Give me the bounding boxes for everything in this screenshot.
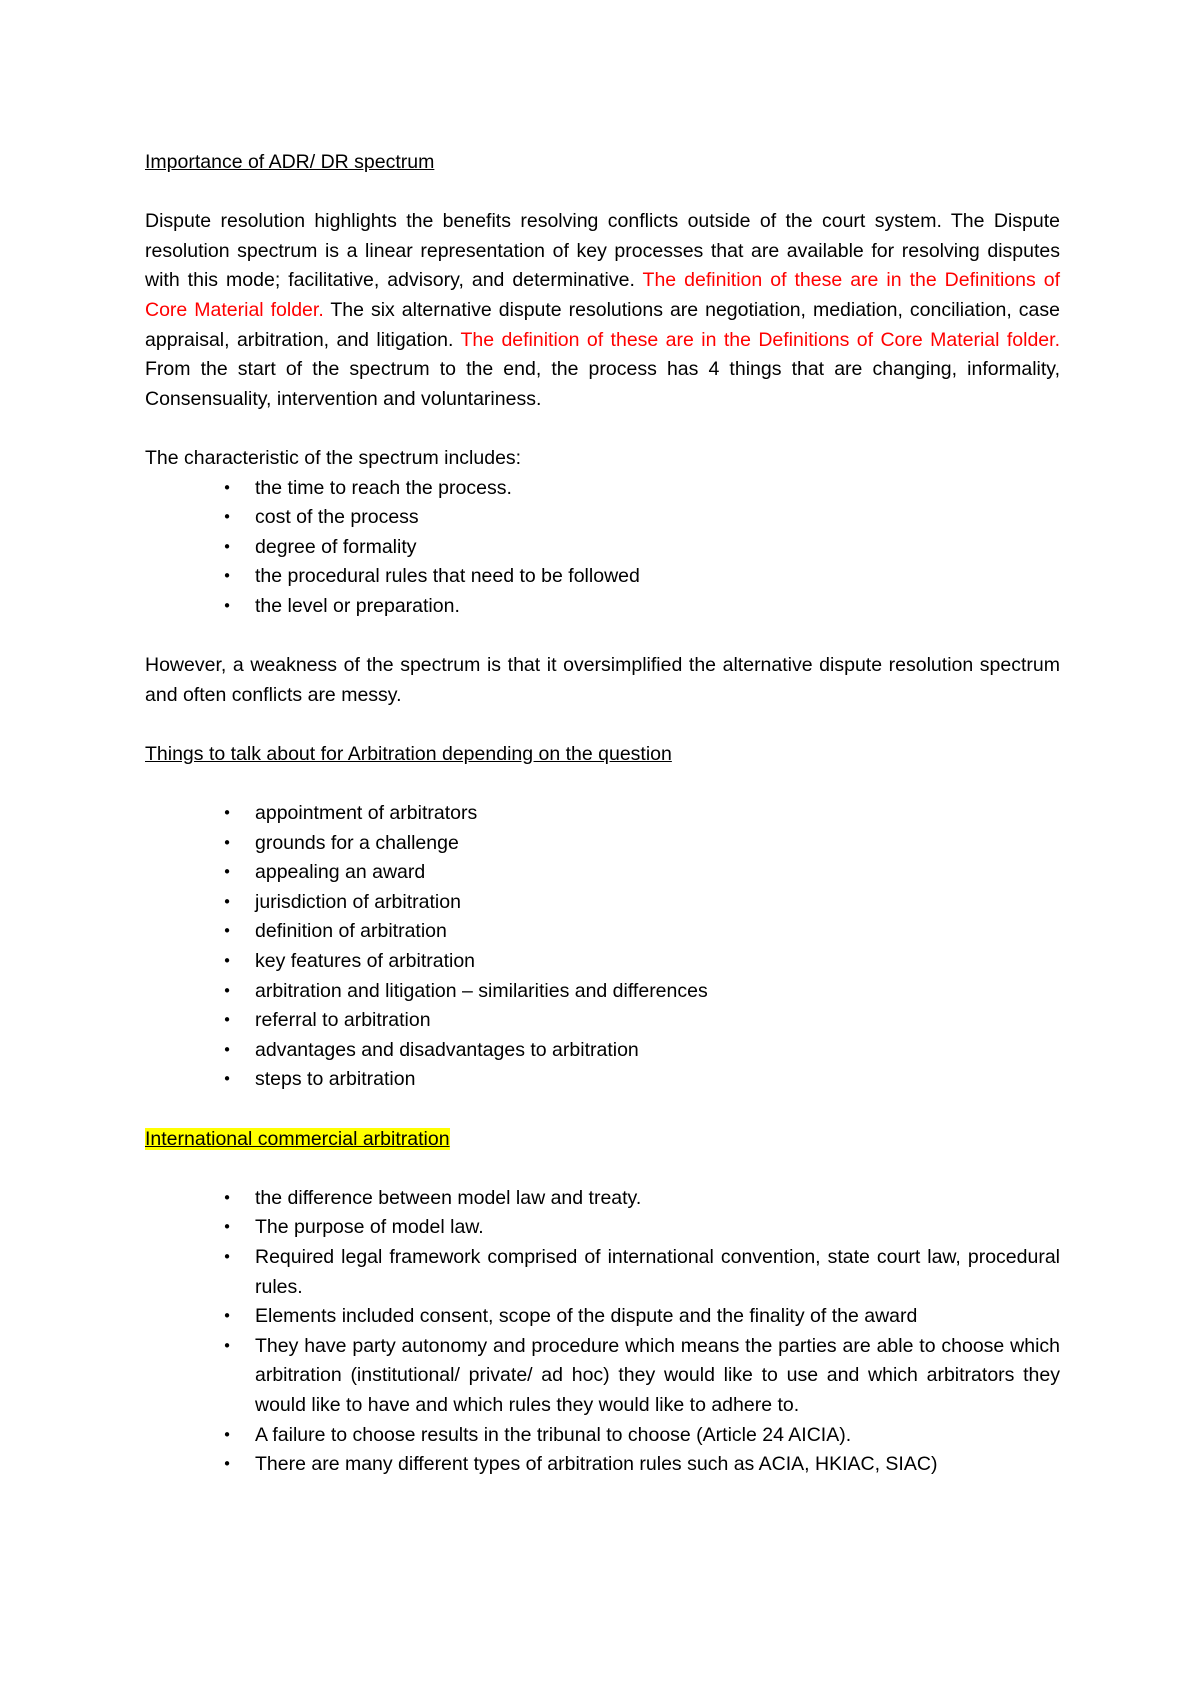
- bullet-icon: •: [222, 804, 232, 823]
- list-item: • There are many different types of arbitration rules such as ACIA, HKIAC, SIAC): [145, 1450, 1060, 1480]
- bullet-icon: •: [222, 1188, 232, 1207]
- spacer: [145, 1095, 1060, 1125]
- bullet-icon: •: [222, 567, 232, 586]
- bullet-icon: •: [222, 1218, 232, 1237]
- bullet-icon: •: [222, 478, 232, 497]
- list-item: • advantages and disadvantages to arbitration: [145, 1036, 1060, 1066]
- definition-note-red: The definition of these are in the Definitions of Core Material folder.: [460, 328, 1060, 351]
- bullet-icon: •: [222, 596, 232, 615]
- bullet-icon: •: [222, 863, 232, 882]
- list-item: • steps to arbitration: [145, 1065, 1060, 1095]
- list-item: • appealing an award: [145, 858, 1060, 888]
- list-item: • arbitration and litigation – similarities and differences: [145, 977, 1060, 1007]
- spacer: [145, 769, 1060, 799]
- list-item: • cost of the process: [145, 503, 1060, 533]
- bullet-icon: •: [222, 922, 232, 941]
- section2-heading: Things to talk about for Arbitration depending on the question: [145, 742, 672, 765]
- spacer: [145, 414, 1060, 444]
- paragraph-text: The six alternative dispute resolutions are negotiation, mediation, conciliation, case appraisal, arbitration, and litigation.: [145, 298, 1060, 351]
- bullet-icon: •: [222, 952, 232, 971]
- list-item: • The purpose of model law.: [145, 1213, 1060, 1243]
- spacer: [145, 1154, 1060, 1184]
- bullet-icon: •: [222, 1307, 232, 1326]
- highlighted-heading: International commercial arbitration: [145, 1127, 450, 1150]
- arbitration-topics-list: [145, 799, 1060, 1095]
- bullet-icon: •: [222, 833, 232, 852]
- list-item: • They have party autonomy and procedure which means the parties are able to choose which arbitration (institutional/ private/ ad hoc) they would like to use and which arbitrators they would like to have and which rules they would like to adhere to.: [145, 1332, 1060, 1421]
- list-item: • grounds for a challenge: [145, 829, 1060, 859]
- list-item: • the procedural rules that need to be followed: [145, 562, 1060, 592]
- list-item: • A failure to choose results in the tribunal to choose (Article 24 AICIA).: [145, 1421, 1060, 1451]
- section1-heading: Importance of ADR/ DR spectrum: [145, 151, 435, 173]
- list-item: • the difference between model law and treaty.: [145, 1184, 1060, 1214]
- paragraph-text: Dispute resolution highlights the benefits resolving conflicts outside of the court system. The Dispute resolution spectrum is a linear representation of key processes that are available for resolving disputes with this mode; facilitative, advisory, and determinative.: [145, 210, 1060, 292]
- spectrum-paragraph: [145, 207, 1060, 414]
- list-item: • jurisdiction of arbitration: [145, 888, 1060, 918]
- bullet-icon: •: [222, 1425, 232, 1444]
- list-item: • key features of arbitration: [145, 947, 1060, 977]
- characteristics-list: [145, 474, 1060, 622]
- list-item: • referral to arbitration: [145, 1006, 1060, 1036]
- section3-heading: [145, 1125, 1060, 1155]
- bullet-icon: •: [222, 1455, 232, 1474]
- bullet-icon: •: [222, 537, 232, 556]
- bullet-icon: •: [222, 1070, 232, 1089]
- paragraph-text: From the start of the spectrum to the end, the process has 4 things that are changing, informality, Consensuality, intervention and voluntariness.: [145, 358, 1060, 410]
- bullet-icon: •: [222, 1011, 232, 1030]
- bullet-icon: •: [222, 892, 232, 911]
- bullet-icon: •: [222, 508, 232, 527]
- list-item: • definition of arbitration: [145, 917, 1060, 947]
- bullet-icon: •: [222, 1336, 232, 1355]
- weakness-paragraph: However, a weakness of the spectrum is that it oversimplified the alternative dispute resolution spectrum and often conflicts are messy.: [145, 654, 1060, 706]
- characteristics-intro: The characteristic of the spectrum includes:: [145, 446, 522, 469]
- list-item: • the level or preparation.: [145, 592, 1060, 622]
- bullet-icon: •: [222, 1247, 232, 1266]
- bullet-icon: •: [222, 981, 232, 1000]
- list-item: • appointment of arbitrators: [145, 799, 1060, 829]
- document-page: [145, 148, 1060, 1480]
- definition-note-red: The definition of these are in the Definitions of Core Material folder.: [145, 269, 1060, 321]
- spacer: [145, 710, 1060, 740]
- bullet-icon: •: [222, 1040, 232, 1059]
- list-item: • the time to reach the process.: [145, 474, 1060, 504]
- list-item: • Elements included consent, scope of the dispute and the finality of the award: [145, 1302, 1060, 1332]
- list-item: • degree of formality: [145, 533, 1060, 563]
- list-item: • Required legal framework comprised of international convention, state court law, procedural rules.: [145, 1243, 1060, 1302]
- international-arbitration-list: [145, 1184, 1060, 1480]
- spacer: [145, 178, 1060, 208]
- spacer: [145, 622, 1060, 652]
